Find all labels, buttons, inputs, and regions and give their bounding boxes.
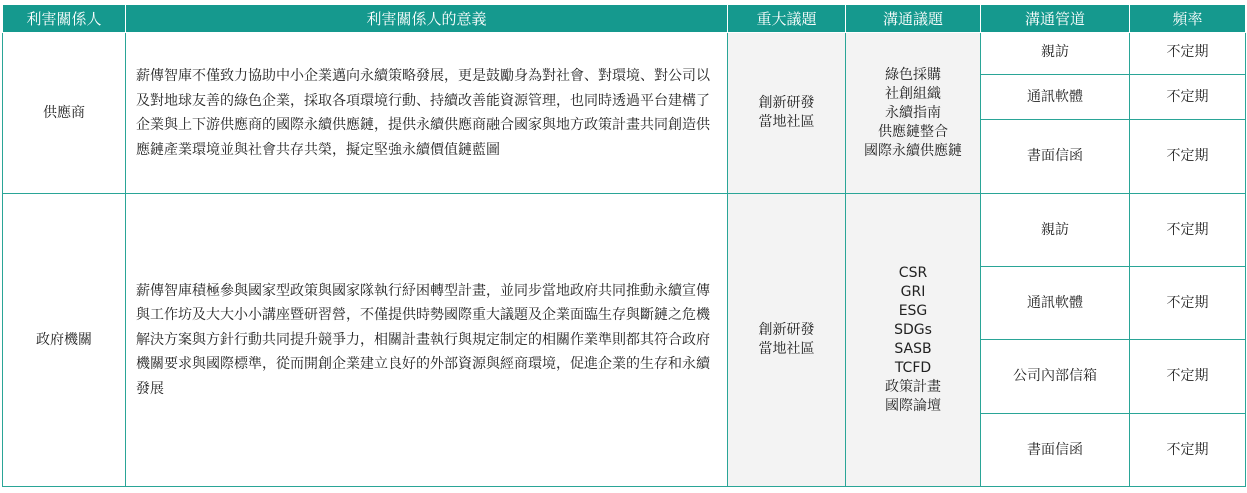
- channel-cell: 親訪: [981, 194, 1130, 267]
- meaning-text: 薪傳智庫不僅致力協助中小企業邁向永續策略發展，更是鼓勵身為對社會、對環境、對公司以及對地球友善的綠色企業，採取各項環境行動、持續改善能資源管理，也同時透過平台建構了企業與上下游供應商的國際永續供應鏈，提供永續供應商融合國家與地方政策計畫共同創造供應鏈產業環境並與社會共存共榮，擬定堅強永續價值鏈藍圖: [136, 68, 710, 158]
- frequency-cell: 不定期: [1130, 267, 1246, 340]
- channel-cell: 書面信函: [981, 120, 1130, 194]
- channel-cell: 親訪: [981, 33, 1130, 75]
- material-issues-cell: [728, 33, 846, 194]
- table-row: [3, 33, 1246, 75]
- frequency-cell: 不定期: [1130, 194, 1246, 267]
- material-issue: 創新研發: [758, 322, 815, 338]
- communication-issue: 綠色採購: [885, 66, 941, 83]
- material-issues-cell: [728, 194, 846, 487]
- header-material-issues: 重大議題: [728, 5, 846, 33]
- frequency-cell: 不定期: [1130, 120, 1246, 194]
- communication-issue: 永續指南: [885, 104, 941, 121]
- header-stakeholder: 利害關係人: [3, 5, 126, 33]
- table-row: [3, 194, 1246, 267]
- meaning-cell: [126, 194, 728, 487]
- communication-issues-cell: [846, 194, 981, 487]
- communication-issue: SDGs: [894, 322, 932, 338]
- stakeholder-cell: 政府機關: [3, 194, 126, 487]
- header-frequency: 頻率: [1130, 5, 1246, 33]
- stakeholder-cell: 供應商: [3, 33, 126, 194]
- frequency-cell: 不定期: [1130, 340, 1246, 414]
- communication-issue: 政策計畫: [885, 379, 941, 395]
- material-issue: 當地社區: [758, 114, 815, 130]
- channel-cell: 書面信函: [981, 414, 1130, 487]
- communication-issue: 國際論壇: [885, 398, 941, 414]
- meaning-cell: [126, 33, 728, 194]
- header-channels: 溝通管道: [981, 5, 1130, 33]
- header-communication-issues: 溝通議題: [846, 5, 981, 33]
- frequency-cell: 不定期: [1130, 75, 1246, 120]
- header-meaning: 利害關係人的意義: [126, 5, 728, 33]
- frequency-cell: 不定期: [1130, 33, 1246, 75]
- channel-cell: 公司內部信箱: [981, 340, 1130, 414]
- communication-issue: SASB: [894, 341, 932, 357]
- communication-issues-cell: [846, 33, 981, 194]
- channel-cell: 通訊軟體: [981, 267, 1130, 340]
- communication-issue: ESG: [898, 303, 928, 319]
- material-issue: 當地社區: [758, 341, 815, 357]
- material-issue: 創新研發: [758, 95, 815, 111]
- communication-issue: CSR: [898, 265, 928, 281]
- communication-issue: 國際永續供應鏈: [864, 142, 962, 159]
- communication-issue: TCFD: [894, 360, 932, 376]
- stakeholder-table: [2, 4, 1246, 487]
- header-row: [3, 5, 1246, 33]
- channel-cell: 通訊軟體: [981, 75, 1130, 120]
- meaning-text: 薪傳智庫積極參與國家型政策與國家隊執行紓困轉型計畫，並同步當地政府共同推動永續宣傳與工作坊及大大小小講座暨研習營，不僅提供時勢國際重大議題及企業面臨生存與斷鏈之危機解決方案與方針行動共同提升競爭力，相關計畫執行與規定制定的相關作業準則都其符合政府機關要求與國際標準，從而開創企業建立良好的外部資源與經商環境，促進企業的生存和永續發展: [136, 282, 710, 397]
- communication-issue: GRI: [900, 284, 926, 300]
- frequency-cell: 不定期: [1130, 414, 1246, 487]
- communication-issue: 社創組織: [885, 85, 941, 102]
- communication-issue: 供應鏈整合: [878, 123, 948, 140]
